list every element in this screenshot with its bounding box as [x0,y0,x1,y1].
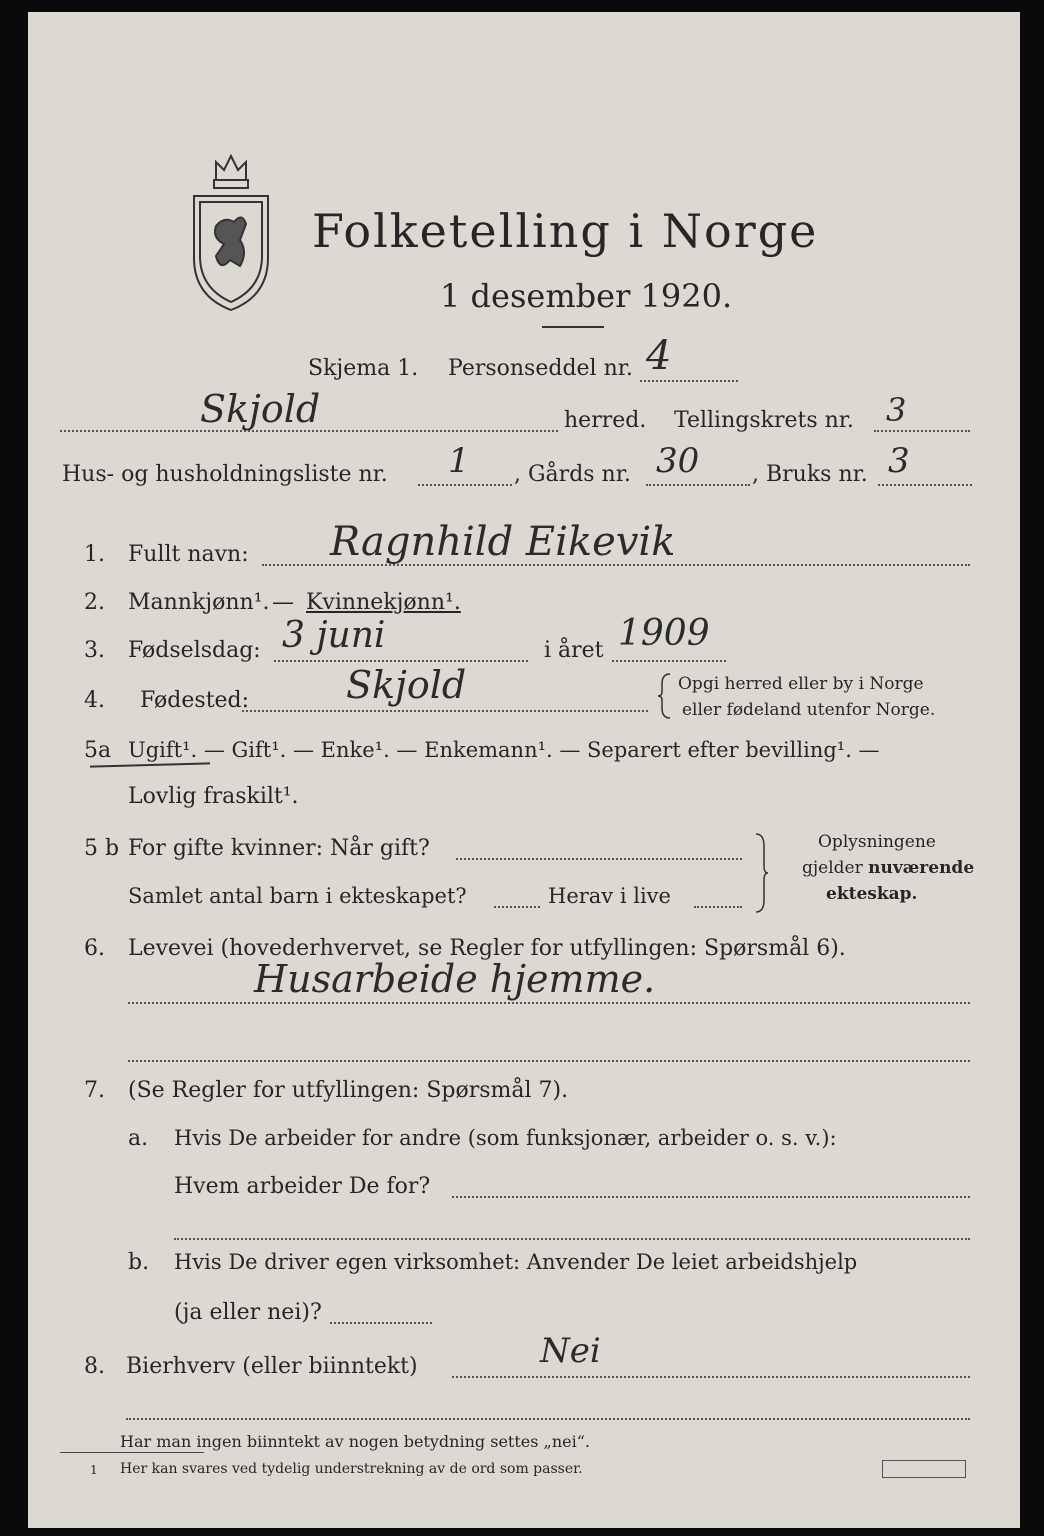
personseddel-value: 4 [646,333,672,379]
marital-status-options[interactable]: Ugift¹. — Gift¹. — Enke¹. — Enkemann¹. — Separert efter bevilling¹. — [128,738,880,762]
bruks-value: 3 [888,441,910,481]
birthplace-note-2: eller fødeland utenfor Norge. [682,700,936,720]
q7b-letter: b. [128,1250,150,1275]
personseddel-label: Personseddel nr. [448,356,633,381]
marriage-note-2: gjelder nuværende [802,858,975,878]
married-when-field[interactable] [456,858,742,860]
bruks-label: , Bruks nr. [752,462,868,487]
q2-number: 2. [84,590,105,615]
ugift-underline [90,762,210,767]
hus-label: Hus- og husholdningsliste nr. [62,462,388,487]
q7b-text: Hvis De driver egen virksomhet: Anvender De leiet arbeidshjelp [174,1250,858,1274]
census-form [28,12,1020,1528]
side-income-value: Nei [540,1331,601,1371]
birthday-value: 3 juni [282,615,386,656]
male-option[interactable]: Mannkjønn¹. [128,590,270,615]
occupation-value: Husarbeide hjemme. [254,957,656,1001]
gards-label: , Gårds nr. [514,462,631,487]
full-name-value: Ragnhild Eikevik [330,519,676,565]
q3-number: 3. [84,638,105,663]
birthplace-note-1: Opgi herred eller by i Norge [678,674,924,694]
footnote-text: Her kan svares ved tydelig understrekning av de ord som passer. [120,1461,583,1477]
q7a-text: Hvis De arbeider for andre (som funksjonær, arbeider o. s. v.): [174,1126,837,1150]
schema-label: Skjema 1. [308,356,419,381]
birthplace-field[interactable] [242,710,648,712]
marital-status-options-2[interactable]: Lovlig fraskilt¹. [128,784,299,809]
q6-label: Levevei (hovederhvervet, se Regler for utfyllingen: Spørsmål 6). [128,936,846,961]
hus-value: 1 [448,441,470,481]
employer-field-2[interactable] [174,1238,970,1240]
q5a-number: 5a [84,738,112,763]
gards-value: 30 [656,441,700,481]
employer-label: Hvem arbeider De for? [174,1174,431,1199]
footnote-divider [60,1452,204,1453]
marriage-note-3: ekteskap. [826,884,918,904]
year-label: i året [544,638,604,663]
q3-label: Fødselsdag: [128,638,261,663]
form-title: Folketelling i Norge [312,204,819,258]
printer-stamp [882,1460,966,1478]
q1-label: Fullt navn: [128,542,249,567]
children-total-label: Samlet antal barn i ekteskapet? [128,884,467,908]
children-total-field[interactable] [494,906,540,908]
q4-number: 4. [84,688,105,713]
side-income-field-2[interactable] [126,1418,970,1420]
children-alive-label: Herav i live [548,884,671,908]
tellingskrets-value: 3 [886,391,907,429]
hired-help-field[interactable] [330,1322,432,1324]
birthplace-value: Skjold [346,663,467,707]
gards-field[interactable] [646,484,750,486]
hus-field[interactable] [418,484,512,486]
tellingskrets-field[interactable] [874,430,970,432]
tellingskrets-label: Tellingskrets nr. [674,408,854,433]
children-alive-field[interactable] [694,906,742,908]
side-income-note: Har man ingen biinntekt av nogen betydning settes „nei“. [120,1432,590,1451]
brace-icon-2 [754,832,768,914]
herred-value: Skjold [200,387,321,431]
q7-number: 7. [84,1078,105,1103]
q7-label: (Se Regler for utfyllingen: Spørsmål 7). [128,1078,569,1103]
footnote-mark: 1 [90,1463,98,1477]
q6-number: 6. [84,936,105,961]
form-date: 1 desember 1920. [440,277,733,315]
herred-field[interactable] [60,430,558,432]
female-option[interactable]: Kvinnekjønn¹. [306,590,461,615]
q8-label: Bierhverv (eller biinntekt) [126,1354,418,1379]
q8-number: 8. [84,1354,105,1379]
bruks-field[interactable] [878,484,972,486]
q5b-number: 5 b [84,836,120,861]
birthday-field[interactable] [274,660,528,662]
employer-field[interactable] [452,1196,970,1198]
birth-year-value: 1909 [618,613,710,654]
q1-number: 1. [84,542,105,567]
brace-icon [658,672,672,720]
hired-help-label: (ja eller nei)? [174,1300,322,1325]
q2-dash: — [272,590,294,615]
married-when-label: For gifte kvinner: Når gift? [128,836,430,861]
coat-of-arms-icon [186,148,276,316]
birth-year-field[interactable] [612,660,726,662]
herred-label: herred. [564,408,647,433]
marriage-note-1: Oplysningene [818,832,936,852]
side-income-field[interactable] [452,1376,970,1378]
occupation-field-2[interactable] [128,1060,970,1062]
q4-label: Fødested: [140,688,250,713]
q7a-letter: a. [128,1126,149,1151]
occupation-field[interactable] [128,1002,970,1004]
personseddel-field[interactable] [640,380,738,382]
title-divider [542,326,604,328]
